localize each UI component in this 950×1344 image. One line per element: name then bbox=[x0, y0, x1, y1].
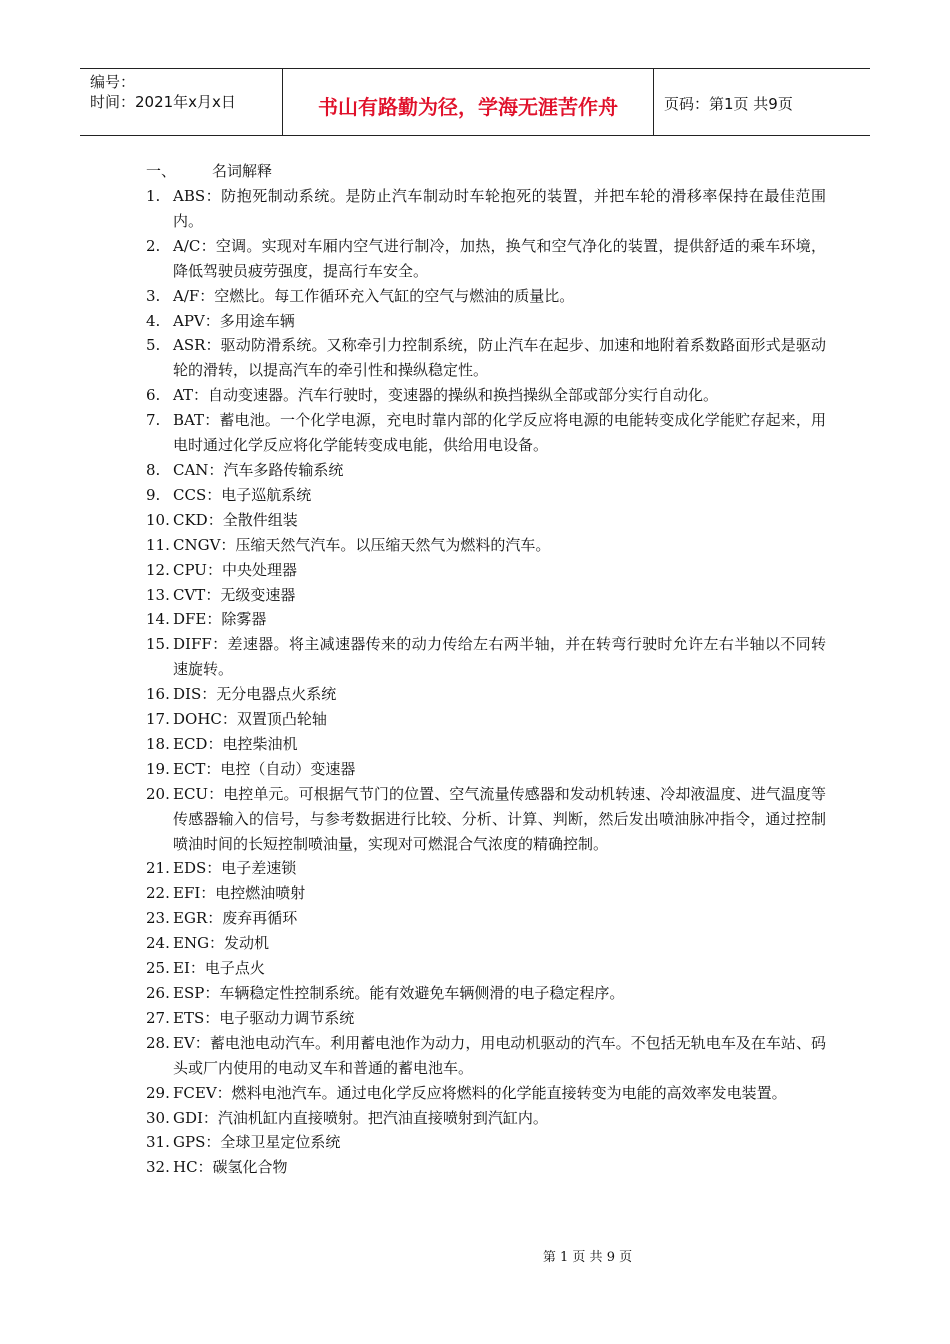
entry-number: 31. bbox=[146, 1133, 170, 1152]
entry-text: ASR：驱动防滑系统。又称牵引力控制系统，防止汽车在起步、加速和地附着系数路面形式是驱动轮的滑转，以提高汽车的牵引性和操纵稳定性。 bbox=[173, 336, 826, 380]
section-number: 一、 bbox=[146, 162, 177, 180]
entry-number: 20. bbox=[146, 784, 170, 803]
glossary-entry bbox=[146, 757, 826, 782]
entry-number: 8. bbox=[146, 460, 161, 479]
entry-text: BAT：蓄电池。一个化学电源，充电时靠内部的化学反应将电源的电能转变成化学能贮存起来，用电时通过化学反应将化学能转变成电能，供给用电设备。 bbox=[173, 411, 826, 455]
page-footer: 第 1 页 共 9 页 bbox=[542, 1250, 633, 1265]
glossary-entry bbox=[146, 632, 826, 682]
entry-text: ECT：电控（自动）变速器 bbox=[173, 759, 356, 778]
section-title: 名词解释 bbox=[212, 162, 273, 180]
glossary-entry bbox=[146, 184, 826, 234]
header-page-info: 页码：第1页 共9页 bbox=[664, 94, 793, 113]
entry-number: 13. bbox=[146, 585, 170, 604]
glossary-list bbox=[146, 184, 826, 1180]
glossary-entry bbox=[146, 309, 826, 334]
entry-text: EI：电子点火 bbox=[173, 959, 265, 978]
entry-text: CNGV：压缩天然气汽车。以压缩天然气为燃料的汽车。 bbox=[173, 535, 551, 554]
entry-text: DOHC：双置顶凸轮轴 bbox=[173, 710, 327, 729]
entry-text: CPU：中央处理器 bbox=[173, 560, 297, 579]
entry-text: HC：碳氢化合物 bbox=[173, 1158, 288, 1177]
entry-text: CCS：电子巡航系统 bbox=[173, 485, 312, 504]
entry-number: 14. bbox=[146, 610, 170, 629]
glossary-entry bbox=[146, 458, 826, 483]
entry-text: A/C：空调。实现对车厢内空气进行制冷，加热，换气和空气净化的装置，提供舒适的乘车环境，降低驾驶员疲劳强度，提高行车安全。 bbox=[173, 236, 826, 280]
glossary-entry bbox=[146, 1155, 826, 1180]
glossary-entry bbox=[146, 856, 826, 881]
glossary-entry bbox=[146, 981, 826, 1006]
entry-number: 19. bbox=[146, 759, 170, 778]
glossary-entry bbox=[146, 383, 826, 408]
entry-text: CVT：无级变速器 bbox=[173, 585, 296, 604]
entry-number: 24. bbox=[146, 934, 170, 953]
entry-text: CKD：全散件组装 bbox=[173, 510, 298, 529]
entry-text: EDS：电子差速锁 bbox=[173, 859, 297, 878]
entry-number: 6. bbox=[146, 386, 161, 405]
entry-number: 29. bbox=[146, 1083, 170, 1102]
entry-text: DFE：除雾器 bbox=[173, 610, 267, 629]
entry-text: EGR：废弃再循环 bbox=[173, 909, 298, 928]
section-heading bbox=[146, 160, 272, 182]
entry-number: 25. bbox=[146, 959, 170, 978]
entry-number: 32. bbox=[146, 1158, 170, 1177]
glossary-entry bbox=[146, 508, 826, 533]
glossary-entry bbox=[146, 906, 826, 931]
glossary-entry bbox=[146, 1130, 826, 1155]
glossary-entry bbox=[146, 408, 826, 458]
entry-number: 21. bbox=[146, 859, 170, 878]
glossary-entry bbox=[146, 607, 826, 632]
entry-number: 28. bbox=[146, 1033, 170, 1052]
glossary-entry bbox=[146, 483, 826, 508]
entry-text: GPS：全球卫星定位系统 bbox=[173, 1133, 341, 1152]
document-header bbox=[80, 68, 870, 136]
header-motto: 书山有路勤为径，学海无涯苦作舟 bbox=[283, 69, 654, 135]
glossary-entry bbox=[146, 881, 826, 906]
entry-text: APV：多用途车辆 bbox=[173, 311, 295, 330]
glossary-entry bbox=[146, 234, 826, 284]
glossary-entry bbox=[146, 333, 826, 383]
entry-number: 22. bbox=[146, 884, 170, 903]
entry-text: ABS：防抱死制动系统。是防止汽车制动时车轮抱死的装置，并把车轮的滑移率保持在最佳范围内。 bbox=[173, 187, 826, 230]
entry-number: 10. bbox=[146, 510, 170, 529]
entry-number: 4. bbox=[146, 311, 161, 330]
glossary-entry bbox=[146, 956, 826, 981]
entry-text: GDI：汽油机缸内直接喷射。把汽油直接喷射到汽缸内。 bbox=[173, 1108, 548, 1127]
entry-number: 7. bbox=[146, 411, 161, 430]
glossary-entry bbox=[146, 1006, 826, 1031]
glossary-entry bbox=[146, 732, 826, 757]
entry-number: 3. bbox=[146, 286, 161, 305]
entry-text: ECU：电控单元。可根据气节门的位置、空气流量传感器和发动机转速、冷却液温度、进气温度等传感器输入的信号，与参考数据进行比较、分析、计算、判断，然后发出喷油脉冲指令，通过控制喷油时间的长短控制喷油量，实现对可燃混合气浓度的精确控制。 bbox=[173, 784, 826, 853]
glossary-entry bbox=[146, 558, 826, 583]
glossary-entry bbox=[146, 583, 826, 608]
entry-text: EV：蓄电池电动汽车。利用蓄电池作为动力，用电动机驱动的汽车。不包括无轨电车及在车站、码头或厂内使用的电动叉车和普通的蓄电池车。 bbox=[173, 1033, 826, 1077]
entry-number: 15. bbox=[146, 635, 170, 654]
entry-text: ETS：电子驱动力调节系统 bbox=[173, 1008, 355, 1027]
glossary-entry bbox=[146, 931, 826, 956]
entry-number: 9. bbox=[146, 485, 161, 504]
glossary-entry bbox=[146, 533, 826, 558]
entry-number: 17. bbox=[146, 710, 170, 729]
number-label: 编号： bbox=[90, 73, 136, 91]
glossary-entry bbox=[146, 284, 826, 309]
glossary-entry bbox=[146, 1106, 826, 1131]
entry-text: AT：自动变速器。汽车行驶时，变速器的操纵和换挡操纵全部或部分实行自动化。 bbox=[173, 386, 719, 405]
entry-number: 11. bbox=[146, 535, 170, 554]
entry-number: 2. bbox=[146, 236, 161, 255]
glossary-entry bbox=[146, 782, 826, 857]
entry-text: CAN：汽车多路传输系统 bbox=[173, 460, 344, 479]
header-meta bbox=[80, 69, 283, 135]
entry-text: ENG：发动机 bbox=[173, 934, 270, 953]
time-label: 时间：2021年x月x日 bbox=[90, 93, 236, 111]
entry-text: ECD：电控柴油机 bbox=[173, 734, 298, 753]
glossary-entry bbox=[146, 1081, 826, 1106]
entry-text: A/F：空燃比。每工作循环充入气缸的空气与燃油的质量比。 bbox=[173, 286, 575, 305]
entry-number: 12. bbox=[146, 560, 170, 579]
entry-number: 5. bbox=[146, 336, 161, 355]
entry-number: 30. bbox=[146, 1108, 170, 1127]
entry-text: EFI：电控燃油喷射 bbox=[173, 884, 306, 903]
entry-text: DIFF：差速器。将主减速器传来的动力传给左右两半轴，并在转弯行驶时允许左右半轴以不同转速旋转。 bbox=[173, 635, 826, 679]
glossary-entry bbox=[146, 707, 826, 732]
entry-text: ESP：车辆稳定性控制系统。能有效避免车辆侧滑的电子稳定程序。 bbox=[173, 984, 625, 1002]
entry-text: FCEV：燃料电池汽车。通过电化学反应将燃料的化学能直接转变为电能的高效率发电装置。 bbox=[173, 1083, 787, 1102]
entry-number: 23. bbox=[146, 909, 170, 928]
entry-number: 26. bbox=[146, 984, 170, 1002]
entry-number: 18. bbox=[146, 734, 170, 753]
entry-number: 27. bbox=[146, 1008, 170, 1027]
entry-number: 1. bbox=[146, 187, 161, 205]
glossary-entry bbox=[146, 1031, 826, 1081]
entry-number: 16. bbox=[146, 685, 170, 704]
glossary-entry bbox=[146, 682, 826, 707]
entry-text: DIS：无分电器点火系统 bbox=[173, 685, 337, 704]
